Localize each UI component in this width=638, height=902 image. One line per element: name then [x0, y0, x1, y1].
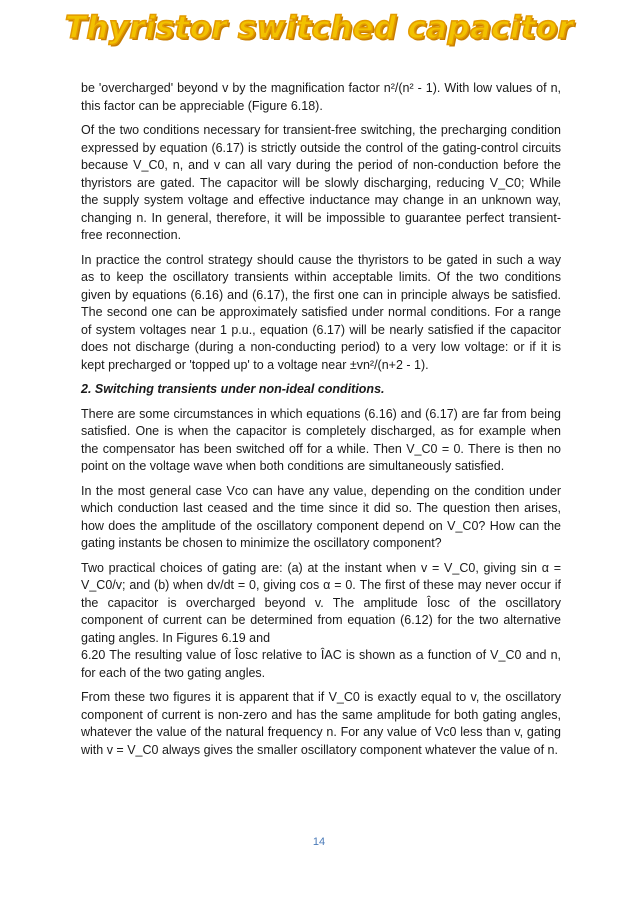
paragraph-1: be 'overcharged' beyond v by the magnification factor n²/(n² - 1). With low values of n, this factor can be appreciable (Figure 6.18). [81, 81, 561, 113]
paragraph-3: In practice the control strategy should cause the thyristors to be gated in such a way as to keep the oscillatory transients within acceptable limits. Of the two conditions given by equations (6.16) and (6.17), the first one can in principle always be satisfied. The second one can be approximately satisfied under normal conditions. For a range of system voltages near 1 p.u., equation (6.17) will be nearly satisfied if the capacitor does not discharge (during a non-conducting period) to a very low voltage: or if it is kept precharged or 'topped up' to a voltage near ±vn²/(n+2 - 1). [81, 252, 561, 372]
section-heading: 2. Switching transients under non-ideal conditions. [81, 382, 385, 396]
paragraph-8: From these two figures it is apparent that if V_C0 is exactly equal to v, the oscillatory component of current is non-zero and has the same amplitude for both gating angles, whatever the value of the natural frequency n. For any value of Vc0 less than v, gating with v = V_C0 always gives the smaller oscillatory component whatever the value of n. [81, 690, 561, 757]
paragraph-4: There are some circumstances in which equations (6.16) and (6.17) are far from being satisfied. One is when the capacitor is completely discharged, as for example when the compensator has been switched off for a while. Then V_C0 = 0. There is then no point on the voltage wave when both conditions are simultaneously satisfied. [81, 406, 561, 473]
paragraph-6: Two practical choices of gating are: (a) at the instant when v = V_C0, giving sin α = V_C0/v; and (b) when dv/dt = 0, giving cos α = 0. The first of these may never occur if the capacitor is overcharged beyond v. The amplitude Îosc of the oscillatory component of current can be determined from equation (6.12) for the two alternative gating angles. In Figures 6.19 and [81, 560, 561, 645]
paragraph-5: In the most general case Vco can have any value, depending on the condition under which conduction last ceased and the time since it did so. The question then arises, how does the amplitude of the oscillatory component depend on V_C0? How can the gating instants be chosen to minimize the oscillatory component? [81, 483, 561, 550]
paragraph-2: Of the two conditions necessary for transient-free switching, the precharging condition expressed by equation (6.17) is strictly outside the control of the gating-control circuits because V_C0, n, and v can all vary during the period of non-conduction before the thyristors are gated. The capacitor will be slowly discharging, reducing V_C0; While the supply system voltage and effective inductance may change in an unknown way, changing n. In general, therefore, it will be impossible to guarantee perfect transient-free reconnection. [81, 123, 561, 242]
page-title: Thyristor switched capacitor [64, 10, 574, 46]
page-number: 14 [312, 836, 326, 848]
paragraph-7: 6.20 The resulting value of Îosc relative to ÎAC is shown as a function of V_C0 and n, for each of the two gating angles. [81, 648, 561, 680]
body-text [81, 80, 561, 766]
